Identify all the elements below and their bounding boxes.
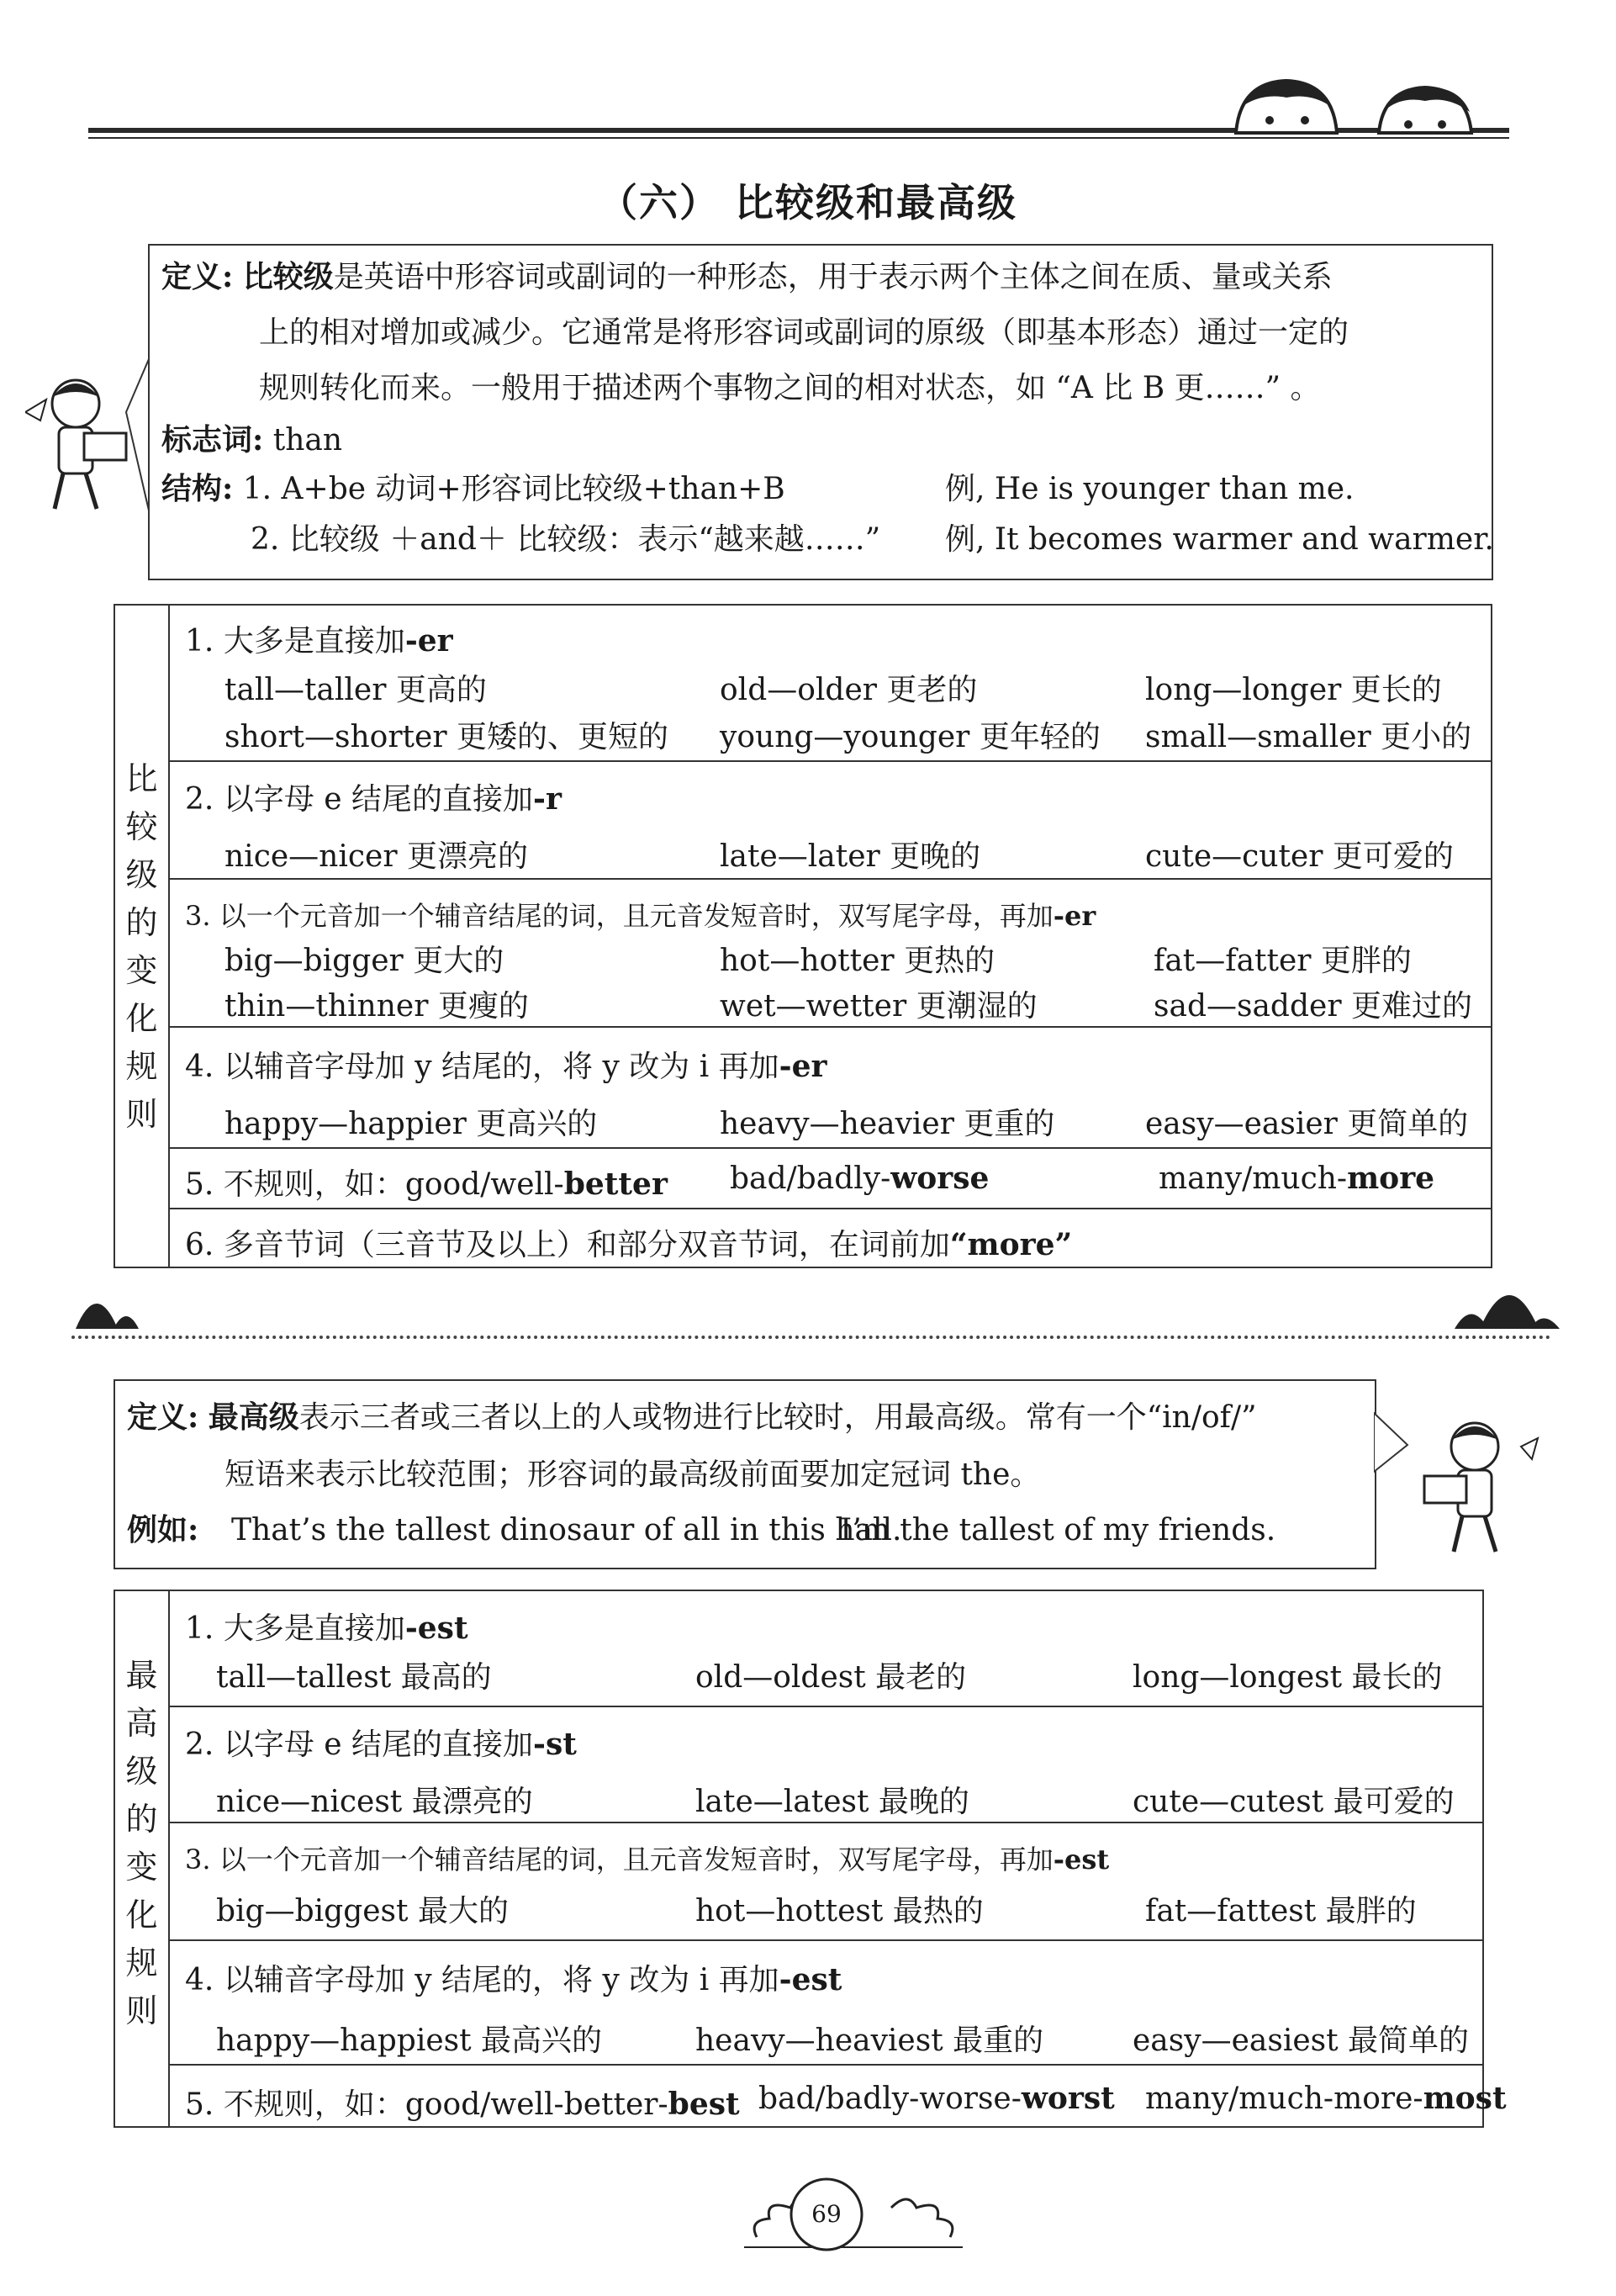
header-rule-thin: [88, 137, 1509, 139]
rule-row: [170, 1026, 1491, 1147]
structure-example: 例, He is younger than me.: [945, 472, 1355, 506]
rule-text: bad/badly-worse-: [758, 2082, 1022, 2116]
comparative-rules-table: [114, 604, 1492, 1268]
rule-suffix: -est: [779, 1962, 842, 1997]
rule-row: [170, 1208, 1491, 1268]
kids-heads-illustration: [1228, 74, 1497, 135]
example-word: young—younger 更年轻的: [720, 720, 1101, 754]
example-word: easy—easier 更简单的: [1145, 1107, 1469, 1141]
rule-number: 2.: [185, 1727, 214, 1762]
example-word: short—shorter 更矮的、更短的: [224, 720, 668, 754]
example-word: happy—happier 更高兴的: [224, 1107, 598, 1141]
girl-reading-illustration: [25, 353, 151, 521]
side-char: 则: [125, 1992, 158, 2029]
table-side-label: [115, 1591, 170, 2126]
example-word: hot—hotter 更热的: [720, 944, 995, 978]
example-sentence: I’m the tallest of my friends.: [840, 1513, 1276, 1547]
comparative-definition-box: [148, 244, 1493, 580]
mountain-decoration: [76, 1278, 151, 1331]
example-word: heavy—heavier 更重的: [720, 1107, 1055, 1141]
side-char: 最: [125, 1657, 158, 1694]
example-label: 例如:: [127, 1512, 199, 1547]
definition-line: 是英语中形容词或副词的一种形态，用于表示两个主体之间在质、量或关系: [333, 260, 1333, 294]
side-char: 较: [125, 808, 158, 845]
side-char: 化: [125, 1000, 158, 1037]
irregular-form: more: [1347, 1161, 1435, 1196]
rule-number: 4.: [185, 1963, 214, 1997]
rule-text: 以一个元音加一个辅音结尾的词，且元音发短音时，双写尾字母，再加: [219, 900, 1054, 932]
example-word: small—smaller 更小的: [1145, 720, 1472, 754]
example-word: hot—hottest 最热的: [695, 1894, 984, 1928]
superlative-definition-box: [114, 1379, 1376, 1569]
girl-reading-illustration: [1374, 1379, 1542, 1573]
example-word: big—bigger 更大的: [224, 944, 504, 978]
rule-text: 不规则，如：good/well-: [223, 1167, 564, 1202]
rule-row: [170, 2064, 1507, 2128]
definition-term: 比较级: [242, 259, 334, 294]
rule-suffix: “more”: [949, 1227, 1073, 1262]
example-word: late—latest 最晚的: [695, 1785, 969, 1819]
structure-example: 例, It becomes warmer and warmer.: [945, 522, 1494, 557]
structure-item: 2. 比较级 ＋and＋ 比较级：表示“越来越……”: [251, 522, 881, 557]
rule-suffix: -st: [533, 1727, 577, 1762]
definition-label: 定义:: [161, 259, 234, 294]
side-char: 变: [125, 952, 158, 989]
rule-text: 以一个元音加一个辅音结尾的词，且元音发短音时，双写尾字母，再加: [219, 1844, 1054, 1875]
example-word: happy—happiest 最高兴的: [216, 2024, 603, 2058]
rule-row: [170, 606, 1491, 760]
rule-suffix: -est: [404, 1611, 468, 1646]
irregular-form: better: [563, 1167, 668, 1202]
superlative-rules-table: [114, 1590, 1507, 2128]
example-word: tall—taller 更高的: [224, 673, 487, 707]
rule-text: 以辅音字母加 y 结尾的，将 y 改为 i 再加: [223, 1963, 779, 1997]
rule-row: [170, 1706, 1482, 1822]
side-char: 级: [125, 856, 158, 893]
rule-suffix: -est: [1053, 1844, 1110, 1875]
example-sentence: That’s the tallest dinosaur of all in this hall.: [231, 1513, 902, 1547]
example-word: big—biggest 最大的: [216, 1894, 509, 1928]
rule-row: [170, 878, 1491, 1026]
side-char: 化: [125, 1897, 158, 1934]
definition-label: 定义:: [127, 1399, 199, 1435]
example-word: cute—cuter 更可爱的: [1145, 839, 1454, 874]
definition-line: 规则转化而来。一般用于描述两个事物之间的相对状态，如 “A 比 B 更……” 。: [259, 371, 1321, 405]
rule-suffix: -er: [404, 623, 453, 659]
rule-row: [170, 1147, 1491, 1208]
side-char: 规: [125, 1048, 158, 1085]
rule-text: 以辅音字母加 y 结尾的，将 y 改为 i 再加: [223, 1050, 779, 1084]
definition-line: 表示三者或三者以上的人或物进行比较时，用最高级。常有一个“in/of/”: [298, 1400, 1257, 1435]
rule-text: 以字母 e 结尾的直接加: [223, 782, 534, 817]
example-word: nice—nicer 更漂亮的: [224, 839, 528, 874]
rule-row: [170, 1591, 1482, 1706]
rule-suffix: -er: [779, 1049, 827, 1084]
rule-text: many/much-: [1159, 1161, 1348, 1196]
rule-number: 3.: [185, 1844, 211, 1875]
dotted-divider: [71, 1336, 1551, 1339]
rule-number: 1.: [185, 1611, 214, 1646]
side-char: 级: [125, 1753, 158, 1790]
side-char: 比: [125, 760, 158, 797]
page-number: 69: [811, 2200, 842, 2228]
rule-row: [170, 1939, 1482, 2064]
rule-number: 5.: [185, 2087, 214, 2122]
rule-number: 3.: [185, 900, 211, 932]
rule-text: 大多是直接加: [223, 624, 405, 659]
page-title: （六） 比较级和最高级: [598, 180, 1017, 225]
rule-suffix: -r: [533, 781, 562, 817]
side-char: 变: [125, 1849, 158, 1886]
side-char: 则: [125, 1096, 158, 1133]
example-word: old—older 更老的: [720, 673, 978, 707]
rule-text: 大多是直接加: [223, 1611, 405, 1646]
side-char: 规: [125, 1944, 158, 1981]
marker-label: 标志词:: [161, 422, 264, 458]
rule-text: 以字母 e 结尾的直接加: [223, 1727, 534, 1762]
structure-label: 结构:: [161, 471, 234, 506]
marker-value: than: [272, 423, 343, 458]
irregular-form: worse: [890, 1161, 990, 1196]
rule-row: [170, 760, 1491, 878]
definition-line: 上的相对增加或减少。它通常是将形容词或副词的原级（即基本形态）通过一定的: [259, 315, 1349, 350]
rule-number: 1.: [185, 624, 214, 659]
example-word: fat—fattest 最胖的: [1145, 1894, 1417, 1928]
example-word: sad—sadder 更难过的: [1154, 989, 1472, 1024]
example-word: old—oldest 最老的: [695, 1660, 967, 1695]
rule-text: bad/badly-: [730, 1161, 891, 1196]
example-word: thin—thinner 更瘦的: [224, 989, 529, 1024]
rule-text: many/much-more-: [1145, 2082, 1423, 2116]
rule-number: 5.: [185, 1167, 214, 1202]
definition-term: 最高级: [208, 1399, 299, 1435]
irregular-form: most: [1423, 2081, 1507, 2116]
example-word: nice—nicest 最漂亮的: [216, 1785, 533, 1819]
rule-text: 不规则，如：good/well-better-: [223, 2087, 668, 2122]
example-word: heavy—heaviest 最重的: [695, 2024, 1044, 2058]
definition-line: 短语来表示比较范围；形容词的最高级前面要加定冠词 the。: [224, 1457, 1041, 1492]
irregular-form: worst: [1021, 2081, 1115, 2116]
example-word: long—longer 更长的: [1145, 673, 1442, 707]
example-word: tall—tallest 最高的: [216, 1660, 492, 1695]
structure-item: 1. A+be 动词+形容词比较级+than+B: [242, 472, 785, 506]
rule-row: [170, 1822, 1482, 1939]
rule-number: 2.: [185, 782, 214, 817]
example-word: late—later 更晚的: [720, 839, 981, 874]
rule-text: 多音节词（三音节及以上）和部分双音节词，在词前加: [223, 1228, 950, 1262]
side-char: 的: [125, 904, 158, 941]
rule-number: 6.: [185, 1228, 214, 1262]
side-char: 高: [125, 1705, 158, 1742]
mountain-decoration: [1455, 1262, 1564, 1331]
example-word: fat—fatter 更胖的: [1154, 944, 1412, 978]
example-word: cute—cutest 最可爱的: [1133, 1785, 1455, 1819]
example-word: long—longest 最长的: [1133, 1660, 1443, 1695]
rule-number: 4.: [185, 1050, 214, 1084]
rule-suffix: -er: [1053, 900, 1096, 932]
example-word: easy—easiest 最简单的: [1133, 2024, 1470, 2058]
example-word: wet—wetter 更潮湿的: [720, 989, 1038, 1024]
table-side-label: [115, 606, 170, 1267]
side-char: 的: [125, 1801, 158, 1838]
irregular-form: best: [668, 2087, 740, 2122]
